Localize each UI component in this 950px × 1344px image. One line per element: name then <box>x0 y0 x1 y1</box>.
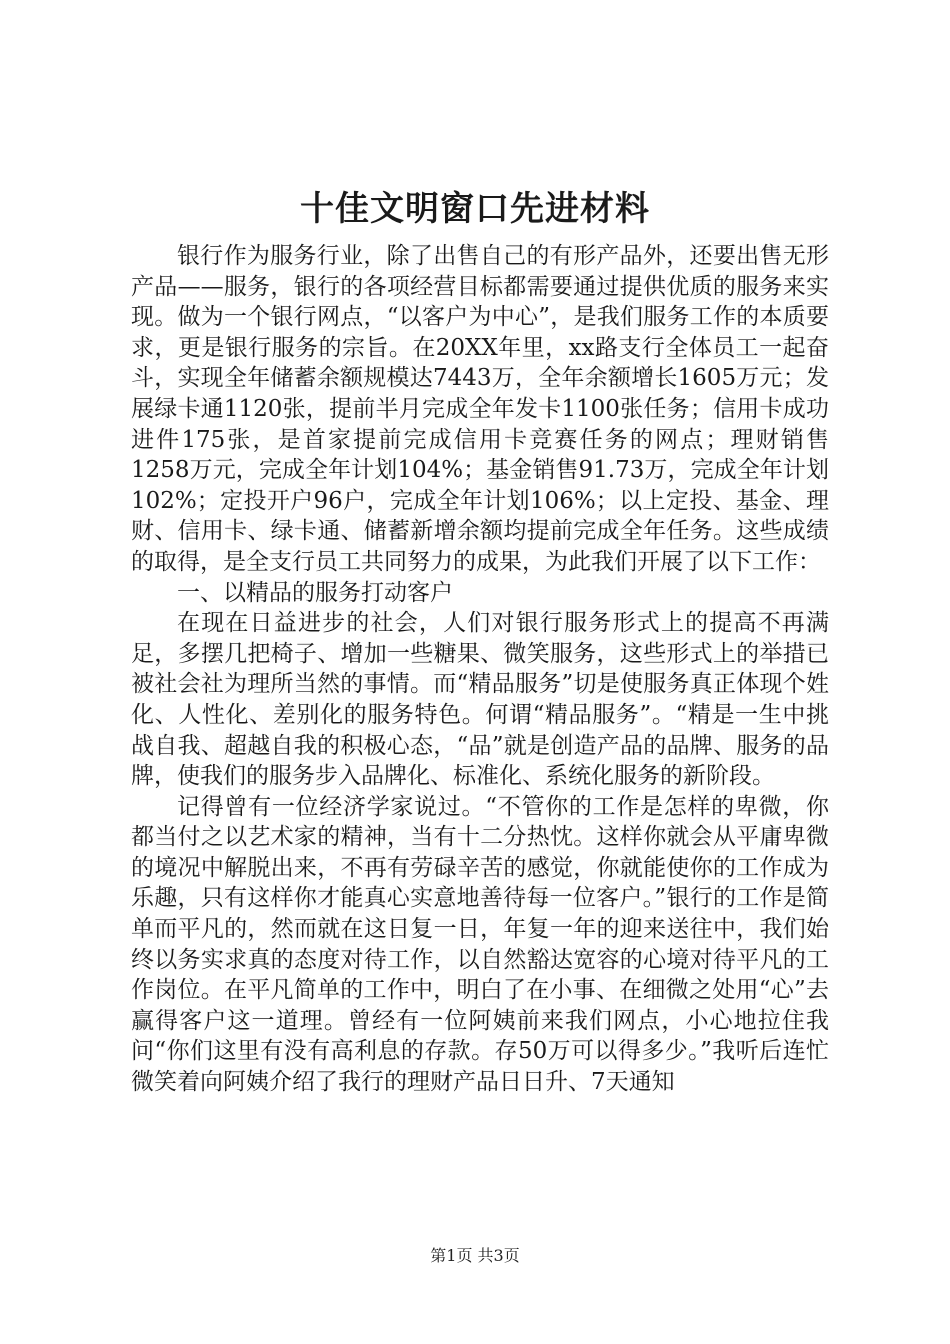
document-title: 十佳文明窗口先进材料 <box>300 189 650 229</box>
paragraph-economist-quote: 记得曾有一位经济学家说过。“不管你的工作是怎样的卑微，你都当付之以艺术家的精神，当有十二分热忱。这样你就会从平庸卑微的境况中解脱出来，不再有劳碌辛苦的感觉，你就能使你的工作成为乐趣，只有这样你才能真心实意地善待每一位客户。”银行的工作是简单而平凡的，然而就在这日复一日，年复一年的迎来送往中，我们始终以务实求真的态度对待工作，以自然豁达宽容的心境对待平凡的工作岗位。在平凡简单的工作中，明白了在小事、在细微之处用“心”去赢得客户这一道理。曾经有一位阿姨前来我们网点，小心地拉住我问“你们这里有没有高利息的存款。存50万可以得多少。”我听后连忙微笑着向阿姨介绍了我行的理财产品日日升、7天通知 <box>131 793 829 1096</box>
paragraph-quality-service: 在现在日益进步的社会，人们对银行服务形式上的提高不再满足，多摆几把椅子、增加一些糖果、微笑服务，这些形式上的举措已被社会社为理所当然的事情。而“精品服务”切是使服务真正体现个姓化、人性化、差别化的服务特色。何谓“精品服务”。“精是一生中挑战自我、超越自我的积极心态，“品”就是创造产品的品牌、服务的品牌，使我们的服务步入品牌化、标准化、系统化服务的新阶段。 <box>131 610 829 790</box>
paragraph-intro: 银行作为服务行业，除了出售自己的有形产品外，还要出售无形产品——服务，银行的各项经营目标都需要通过提供优质的服务来实现。做为一个银行网点，“以客户为中心”，是我们服务工作的本质要求，更是银行服务的宗旨。在20XX年里，xx路支行全体员工一起奋斗，实现全年储蓄余额规模达7443万，全年余额增长1605万元；发展绿卡通1120张，提前半月完成全年发卡1100张任务；信用卡成功进件175张，是首家提前完成信用卡竞赛任务的网点；理财销售1258万元，完成全年计划104%；基金销售91.73万，完成全年计划102%；定投开户96户，完成全年计划106%；以上定投、基金、理财、信用卡、绿卡通、储蓄新增余额均提前完成全年任务。这些成绩的取得，是全支行员工共同努力的成果，为此我们开展了以下工作： <box>131 243 829 575</box>
section-heading: 一、以精品的服务打动客户 <box>177 579 453 606</box>
document-body <box>131 241 829 1098</box>
page-footer: 第1页 共3页 <box>430 1246 520 1265</box>
